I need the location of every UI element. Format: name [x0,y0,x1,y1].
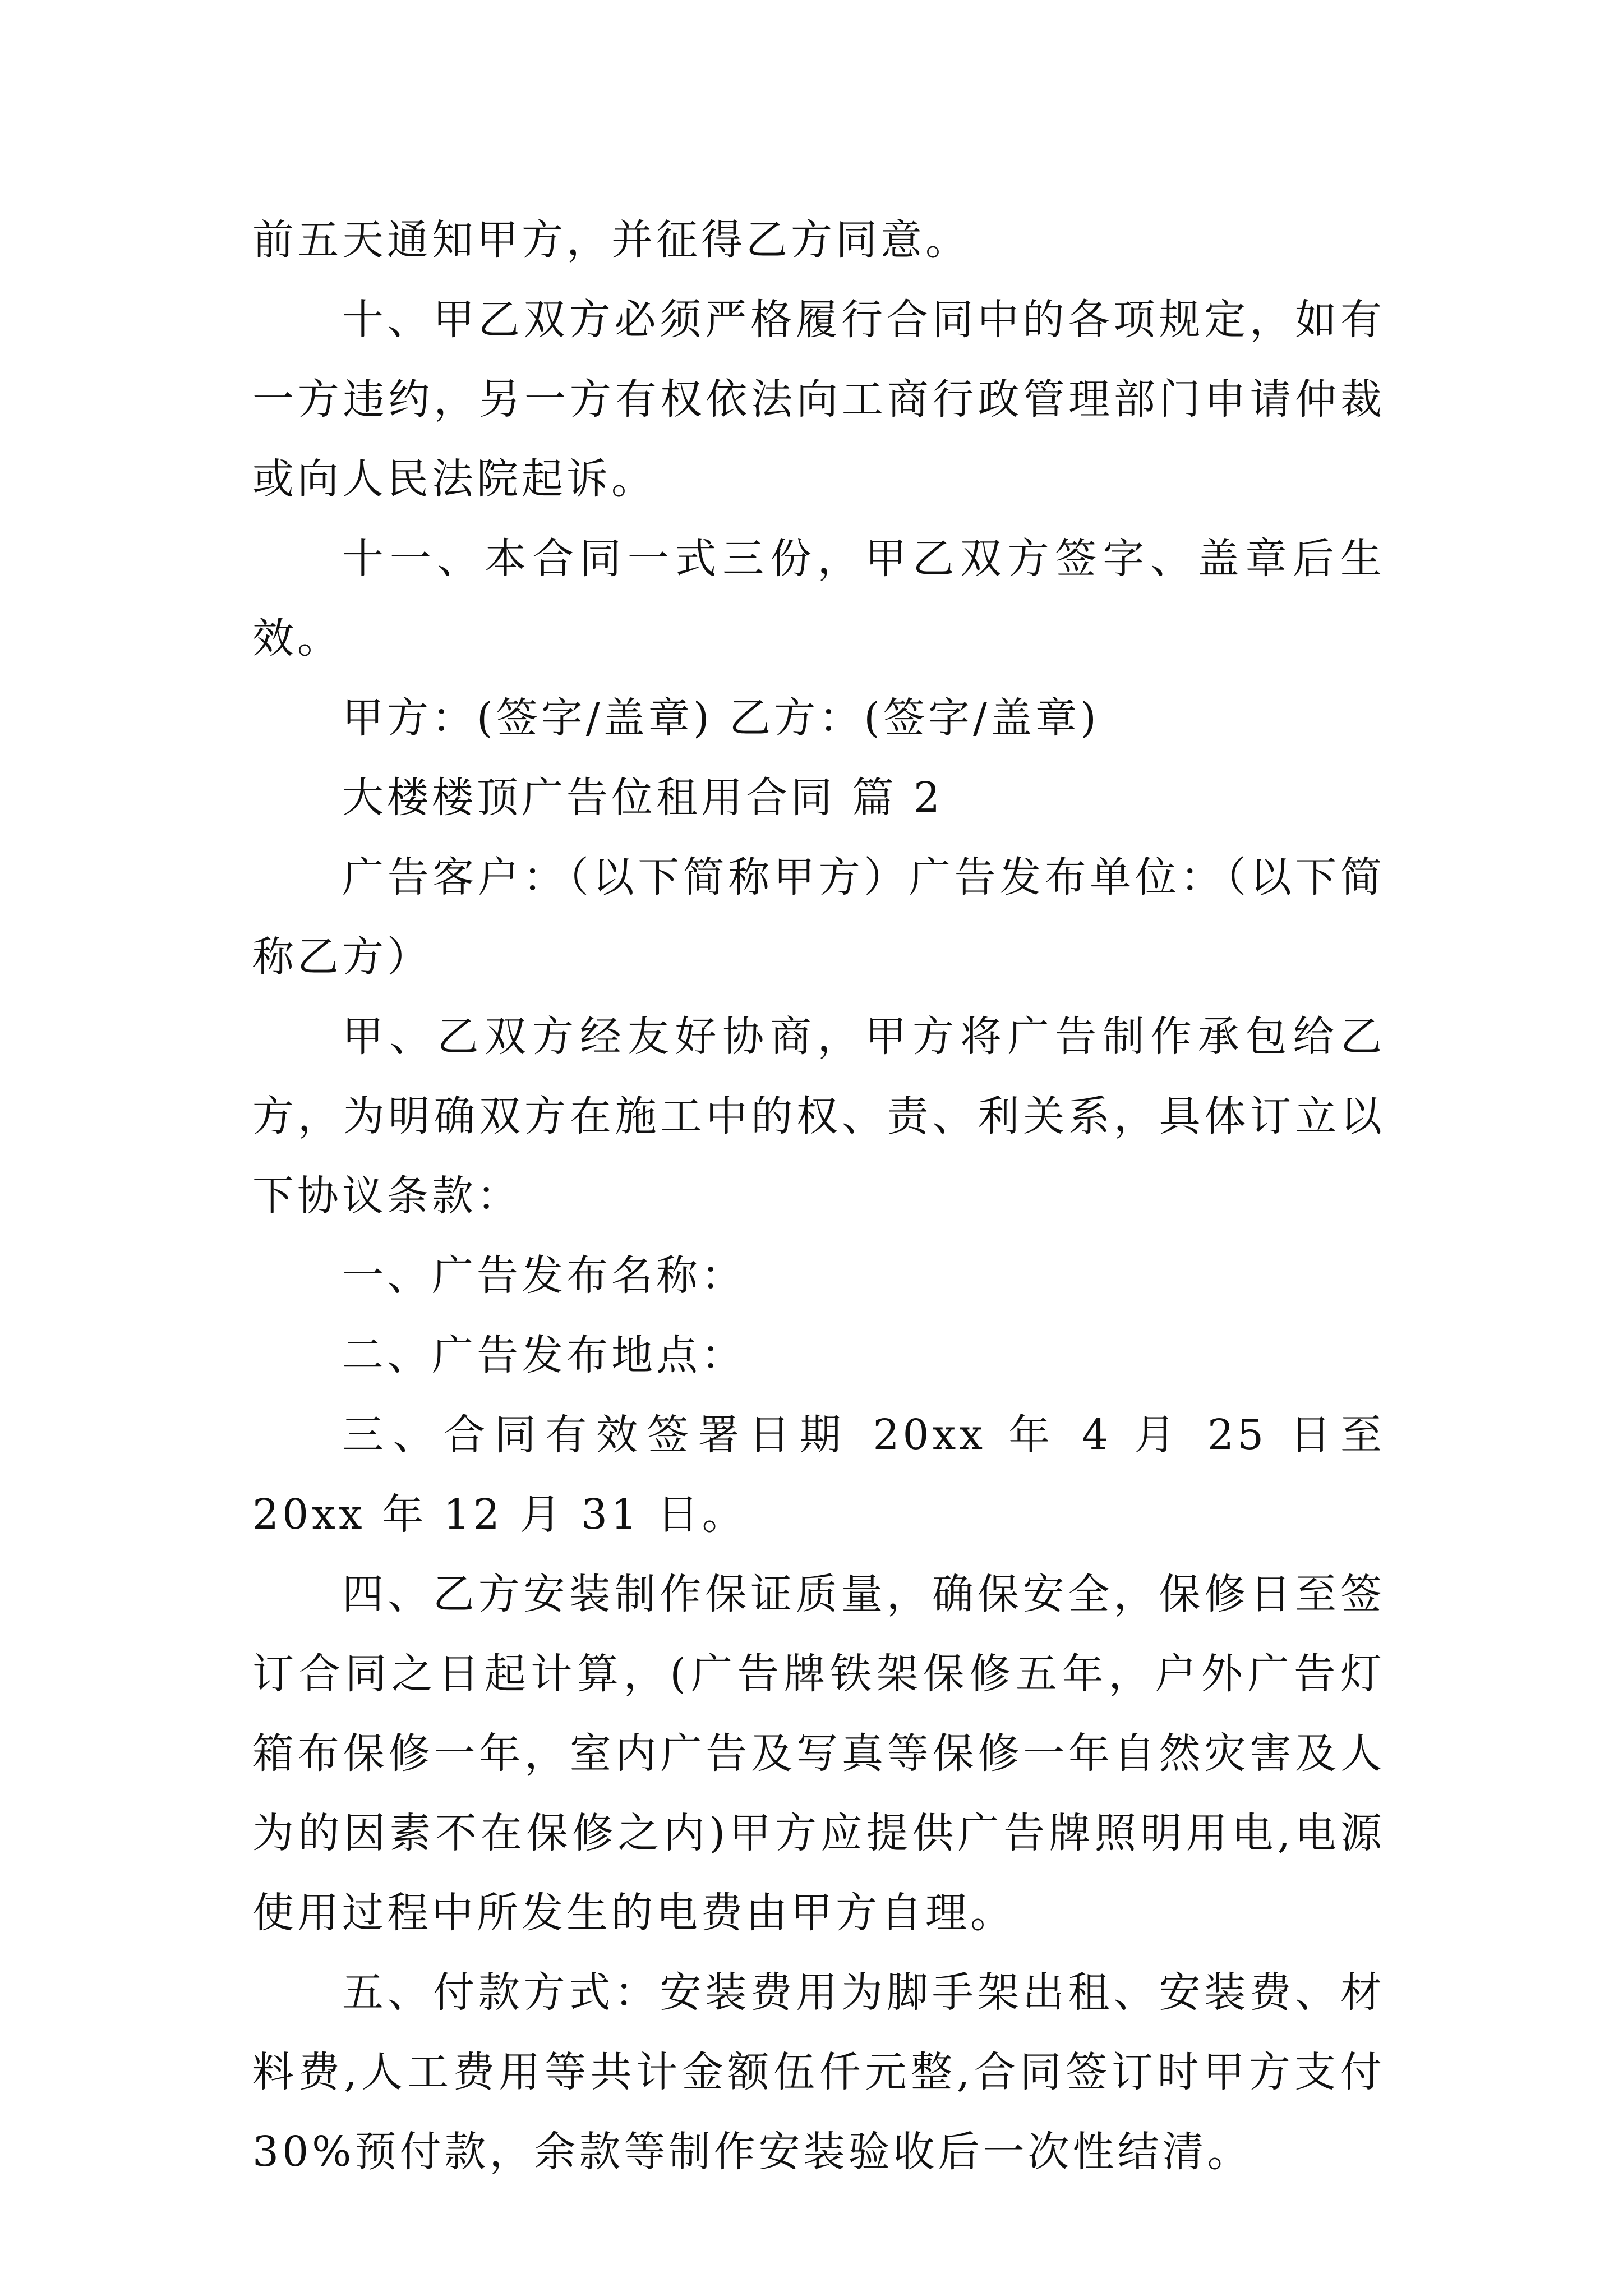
paragraph-preamble: 甲、乙双方经友好协商，甲方将广告制作承包给乙方，为明确双方在施工中的权、责、利关系，具体订立以下协议条款： [252,1013,1385,1220]
paragraph-clause-4: 四、乙方安装制作保证质量，确保安全，保修日至签订合同之日起计算，(广告牌铁架保修五年，户外广告灯箱布保修一年，室内广告及写真等保修一年自然灾害及人为的因素不在保修之内)甲方应提供广告牌照明用电,电源使用过程中所发生的电费由甲方自理。 [252,1570,1385,1937]
paragraph-clause-3: 三、合同有效签署日期 20xx 年 4 月 25 日至 20xx 年 12 月 31 日。 [252,1411,1385,1539]
section-title: 大楼楼顶广告位租用合同 篇 2 [342,774,944,822]
paragraph-clause-11: 十一、本合同一式三份，甲乙双方签字、盖章后生效。 [252,535,1385,662]
paragraph-notice-continuation: 前五天通知甲方，并征得乙方同意。 [252,216,970,264]
paragraph-clause-10: 十、甲乙双方必须严格履行合同中的各项规定，如有一方违约，另一方有权依法向工商行政管理部门申请仲裁或向人民法院起诉。 [252,296,1385,503]
document-body [252,200,1385,2192]
paragraph-clause-2: 二、广告发布地点： [342,1331,746,1379]
signature-line: 甲方：(签字/盖章) 乙方：(签字/盖章) [342,694,1100,742]
paragraph-parties: 广告客户：（以下简称甲方）广告发布单位：（以下简称乙方） [252,853,1385,981]
paragraph-clause-5: 五、付款方式：安装费用为脚手架出租、安装费、材料费,人工费用等共计金额伍仟元整,合同签订时甲方支付 30%预付款，余款等制作安装验收后一次性结清。 [252,1968,1385,2176]
paragraph-clause-1: 一、广告发布名称： [342,1251,746,1300]
